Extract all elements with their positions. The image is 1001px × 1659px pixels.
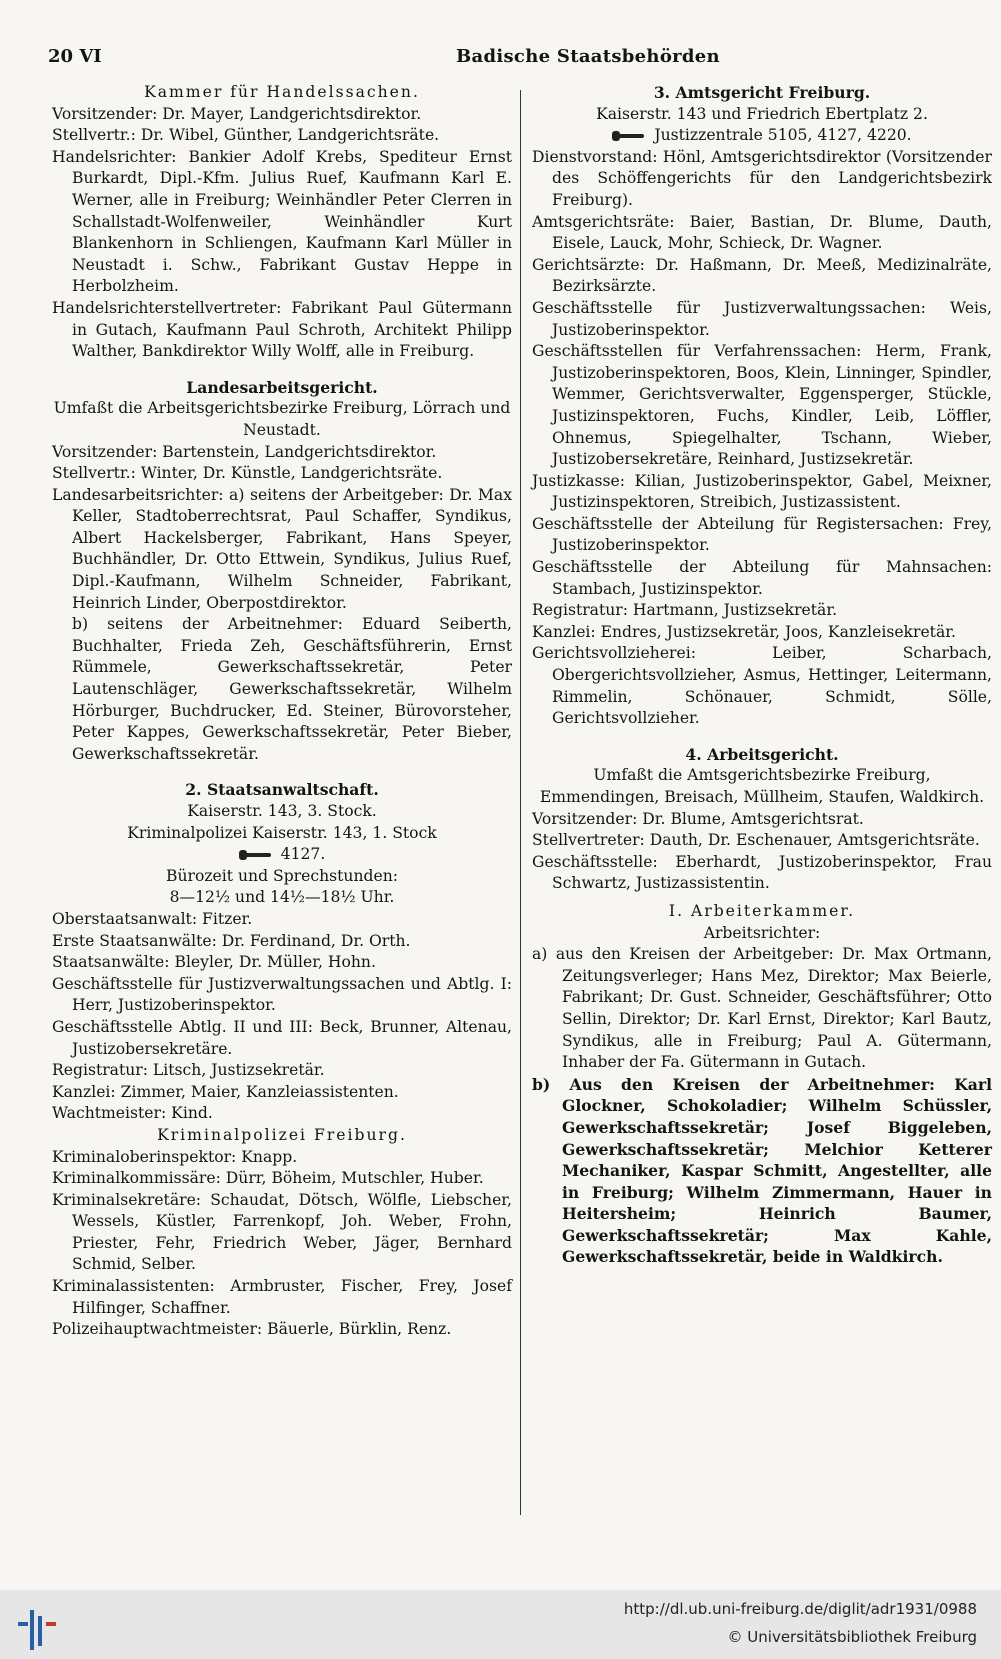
entry-text: Geschäftsstelle für Justizverwaltungssachen und Abtlg. I: Herr, Justizoberinspektor. [52,974,512,1015]
copyright-text: © Universitätsbibliothek Freiburg [727,1628,977,1646]
entry-text: Stellvertr.: Dr. Wibel, Günther, Landgerichtsräte. [52,126,440,145]
subsection-title: Arbeitsrichter: [703,923,821,942]
entry-text: Kanzlei: Zimmer, Maier, Kanzleiassistenten. [52,1082,399,1101]
phone-line [532,125,992,147]
entry-text: Stellvertr.: Winter, Dr. Künstle, Landgerichtsräte. [52,464,443,483]
entry-text: Geschäftsstelle Abtlg. II und III: Beck, Brunner, Altenau, Justizobersekretäre. [52,1017,512,1058]
entry-text: Registratur: Hartmann, Justizsekretär. [532,601,838,620]
office-hours-label: Bürozeit und Sprechstunden: [165,866,398,885]
entry-text: Handelsrichter: Bankier Adolf Krebs, Spediteur Ernst Burkardt, Dipl.-Kfm. Julius Ruef, Kaufmann Karl E. Werner, alle in Freiburg; Weinhändler Peter Clerren in Schallstadt-Wolfenweiler, Weinhändler Kurt Blankenhorn in Schliengen, Kaufmann Karl Müller in Neustadt i. Schw., Fabrikant Gustav Heppe in Herbolzheim. [52,147,512,296]
column-divider [520,90,521,1515]
kripo-line [52,823,512,845]
entry-text: a) aus den Kreisen der Arbeitgeber: Dr. Max Ortmann, Zeitungsverleger; Hans Mez, Direktor; Max Beierle, Fabrikant; Dr. Gust. Schneider, Geschäftsführer; Otto Sellin, Direktor; Dr. Karl Ernst, Direktor; Karl Bautz, Syndikus, alle in Freiburg; Paul A. Gütermann, Inhaber der Fa. Gütermann in Gutach. [532,945,992,1072]
phone-line [52,844,512,866]
entry-text: Erste Staatsanwälte: Dr. Ferdinand, Dr. Orth. [52,931,411,950]
entry-text: Vorsitzender: Bartenstein, Landgerichtsdirektor. [52,442,437,461]
entry-text: Landesarbeitsrichter: a) seitens der Arbeitgeber: Dr. Max Keller, Stadtoberrechtsrat, Paul Schaffer, Syndikus, Albert Hackelsberger, Fabrikant, Hans Speyer, Buchhändler, Dr. Otto Ettwein, Syndikus, Julius Ruef, Dipl.-Kaufmann, Wilhelm Schneider, Fabrikant, Heinrich Linder, Oberpostdirektor. [52,485,512,612]
kripo-text: Kriminalpolizei Kaiserstr. 143, 1. Stock [127,823,437,842]
library-footer [0,1590,1001,1659]
entry-text: b) Aus den Kreisen der Arbeitnehmer: Karl Glockner, Schokoladier; Wilhelm Schüssler, Gewerkschaftssekretär; Josef Biggeleben, Gewerkschaftssekretär; Melchior Ketterer Mechaniker, Kaspar Schmitt, Angestellter, alle in Freiburg; Wilhelm Zimmermann, Hauer in Heitersheim; Heinrich Baumer, Gewerkschaftssekretär; Max Kahle, Gewerkschaftssekretär, beide in Waldkirch. [532,1074,992,1267]
entry-text: Staatsanwälte: Bleyler, Dr. Müller, Hohn. [52,953,376,972]
source-url-link[interactable]: http://dl.ub.uni-freiburg.de/diglit/adr1931/0988 [623,1600,977,1618]
entry-text: Kriminalkommissäre: Dürr, Böheim, Mutschler, Huber. [52,1169,484,1188]
right-column [532,82,992,1268]
entry-text: Dienstvorstand: Hönl, Amtsgerichtsdirektor (Vorsitzender des Schöffengerichts für den Landgerichtsbezirk Freiburg). [532,147,992,209]
entry-text: Kanzlei: Endres, Justizsekretär, Joos, Kanzleisekretär. [532,622,956,641]
telephone-icon [239,850,275,860]
entry-text: Stellvertreter: Dauth, Dr. Eschenauer, Amtsgerichtsräte. [532,831,980,850]
entry-text: Kriminalsekretäre: Schaudat, Dötsch, Wölfle, Liebscher, Wessels, Küstler, Farrenkopf, Joh. Weber, Frohn, Priester, Fehr, Friedrich Weber, Jäger, Bernhard Schmid, Selber. [52,1190,512,1274]
entry-text: b) seitens der Arbeitnehmer: Eduard Seiberth, Buchhalter, Frieda Zeh, Geschäftsführerin, Ernst Rümmele, Gewerkschaftssekretär, Peter Lautenschläger, Gewerkschaftssekretär, Wilhelm Hörburger, Buchdrucker, Ed. Steiner, Bürovorsteher, Peter Kappes, Gewerkschaftssekretär, Peter Bieber, Gewerkschaftssekretär. [72,615,512,763]
entry-text: Geschäftsstelle der Abteilung für Mahnsachen: Stambach, Justizinspektor. [532,558,992,598]
page-number: 20 VI [48,46,102,67]
entry-text: Geschäftsstelle der Abteilung für Registersachen: Frey, Justizoberinspektor. [532,514,992,555]
ub-freiburg-logo-icon [10,1602,66,1650]
entry-text: Oberstaatsanwalt: Fitzer. [52,909,253,928]
entry-text: Handelsrichterstellvertreter: Fabrikant Paul Gütermann in Gutach, Kaufmann Paul Schroth, Architekt Philipp Walther, Bankdirektor Willy Wolff, alle in Freiburg. [52,298,512,361]
entry-text: Kriminalassistenten: Armbruster, Fischer, Frey, Josef Hilfinger, Schaffner. [52,1277,512,1317]
section-title-arbeiterkammer: I. Arbeiterkammer. [668,901,856,920]
entry-text: Polizeihauptwachtmeister: Bäuerle, Bürklin, Renz. [52,1320,452,1339]
entry-text: Amtsgerichtsräte: Baier, Bastian, Dr. Blume, Dauth, Eisele, Lauck, Mohr, Schieck, Dr. Wagner. [532,212,992,253]
section-title-landesarbeitsgericht: Landesarbeitsgericht. [186,377,378,397]
entry-text: Geschäftsstelle: Eberhardt, Justizoberinspektor, Frau Schwartz, Justizassistentin. [532,852,992,893]
section-title-kriminalpolizei: Kriminalpolizei Freiburg. [157,1125,407,1144]
section-scope: Umfaßt die Amtsgerichtsbezirke Freiburg, Emmendingen, Breisach, Müllheim, Staufen, Waldkirch. [539,766,985,806]
telephone-icon [612,131,648,141]
office-hours: 8—12½ und 14½—18½ Uhr. [169,888,395,907]
section-title-kammer: Kammer für Handelssachen. [144,83,420,101]
left-column [52,82,512,1341]
running-head [48,46,953,70]
phone-number: Justizzentrale 5105, 4127, 4220. [654,126,912,145]
entry-text: Vorsitzender: Dr. Mayer, Landgerichtsdirektor. [52,104,422,123]
section-scope: Umfaßt die Arbeitsgerichtsbezirke Freiburg, Lörrach und Neustadt. [53,399,511,439]
entry-text: Geschäftsstellen für Verfahrenssachen: Herm, Frank, Justizoberinspektoren, Boos, Klein, Linninger, Spindler, Wemmer, Gerichtsverwalter, Eggensperger, Stückle, Justizinspektoren, Fuchs, Kindler, Leib, Löffler, Ohnemus, Spiegelhalter, Tschann, Wieber, Justizobersekretäre, Reinhard, Justizsekretär. [532,342,992,469]
phone-number: 4127. [280,845,326,864]
address-line: Kaiserstr. 143, 3. Stock. [187,802,377,820]
section-title-amtsgericht: 3. Amtsgericht Freiburg. [653,83,871,102]
entry-text: Gerichtsärzte: Dr. Haßmann, Dr. Meeß, Medizinalräte, Bezirksärzte. [532,255,992,296]
entry-text: Geschäftsstelle für Justizverwaltungssachen: Weis, Justizoberinspektor. [532,298,992,339]
entry-text: Gerichtsvollzieherei: Leiber, Scharbach, Obergerichtsvollzieher, Asmus, Hettinger, Leitermann, Rimmelin, Schönauer, Schmidt, Sölle, Gerichtsvollzieher. [532,644,992,728]
entry-text: Kriminaloberinspektor: Knapp. [52,1147,298,1166]
entry-text: Justizkasse: Kilian, Justizoberinspektor, Gabel, Meixner, Justizinspektoren, Streibich, Justizassistent. [532,471,992,512]
entry-text: Vorsitzender: Dr. Blume, Amtsgerichtsrat. [532,809,864,828]
entry-text: Registratur: Litsch, Justizsekretär. [52,1061,325,1080]
section-title-arbeitsgericht: 4. Arbeitsgericht. [685,744,839,764]
address-line: Kaiserstr. 143 und Friedrich Ebertplatz 2. [596,104,928,123]
entry-text: Wachtmeister: Kind. [52,1104,213,1123]
section-title-staatsanwaltschaft: 2. Staatsanwaltschaft. [185,780,379,800]
running-title: Badische Staatsbehörden [456,46,720,67]
